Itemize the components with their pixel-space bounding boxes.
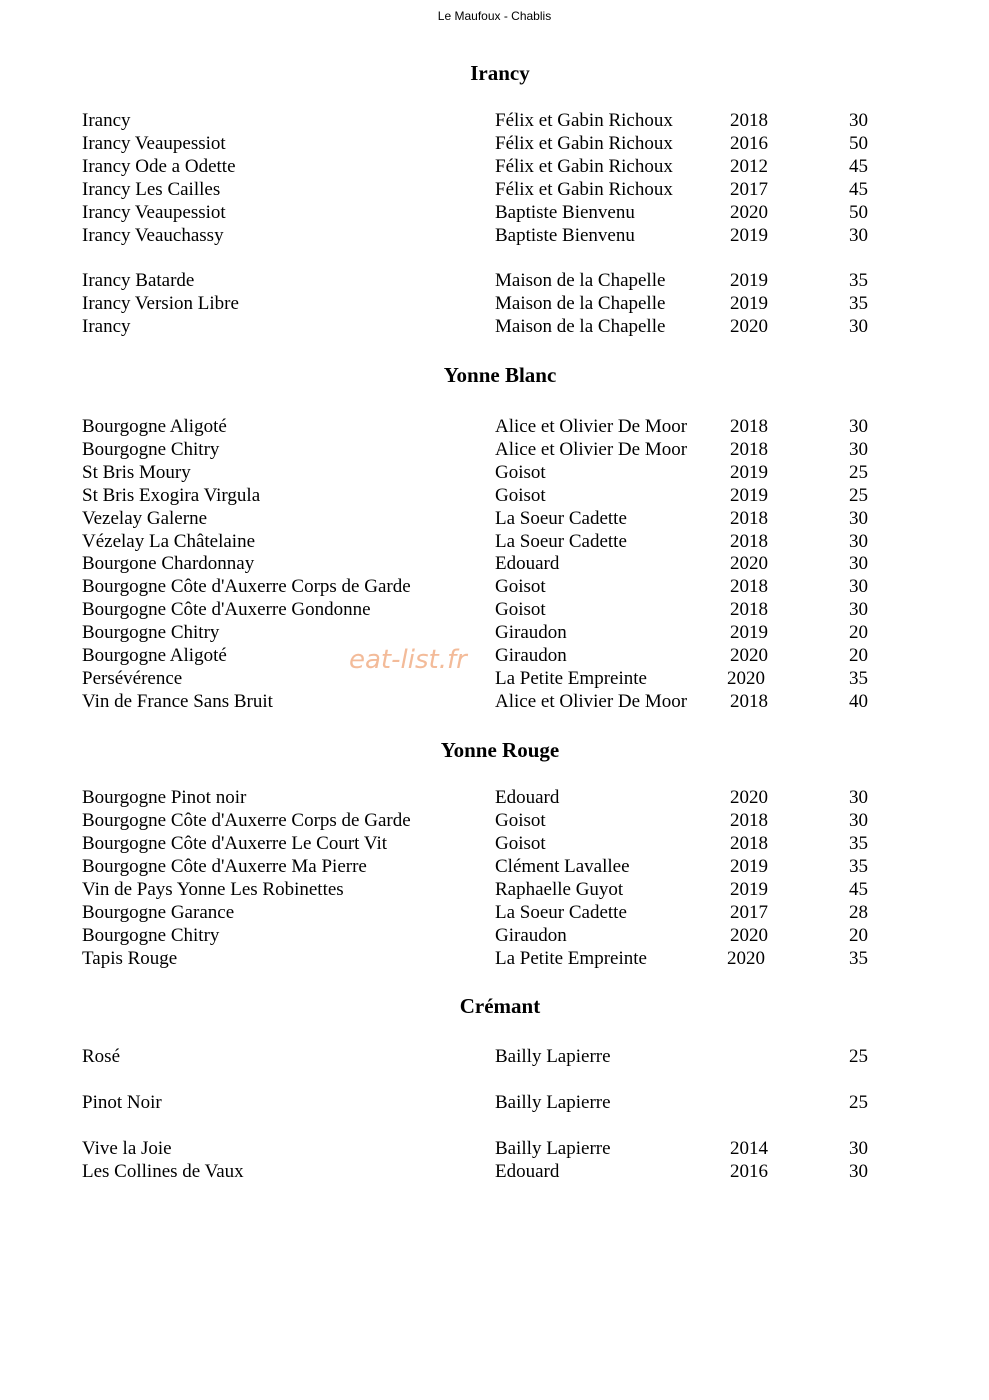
wine-row — [0, 832, 989, 855]
wine-producer: Bailly Lapierre — [495, 1092, 611, 1113]
wine-row — [0, 901, 989, 924]
wine-row — [0, 552, 989, 575]
wine-year: 2020 — [730, 925, 768, 946]
wine-name: Vézelay La Châtelaine — [82, 531, 256, 552]
wine-year: 2014 — [730, 1138, 768, 1159]
section-title-yonne-rouge: Yonne Rouge — [440, 738, 560, 762]
wine-name: Vezelay Galerne — [82, 508, 208, 529]
wine-price: 25 — [849, 485, 868, 506]
wine-price: 20 — [849, 622, 868, 643]
wine-year: 2019 — [730, 462, 768, 483]
wine-price: 30 — [849, 316, 868, 337]
wine-row — [0, 132, 989, 155]
wine-producer: Edouard — [495, 1161, 560, 1182]
wine-name: Irancy — [82, 110, 131, 131]
wine-price: 30 — [849, 1138, 868, 1159]
wine-producer: Raphaelle Guyot — [495, 879, 624, 900]
wine-producer: Giraudon — [495, 925, 567, 946]
wine-price: 45 — [849, 156, 868, 177]
wine-row — [0, 667, 989, 690]
wine-producer: Baptiste Bienvenu — [495, 225, 635, 246]
wine-price: 45 — [849, 179, 868, 200]
wine-price: 20 — [849, 645, 868, 666]
wine-price: 30 — [849, 439, 868, 460]
wine-year: 2019 — [730, 622, 768, 643]
wine-price: 50 — [849, 202, 868, 223]
wine-year: 2018 — [730, 531, 768, 552]
wine-name: Irancy Ode a Odette — [82, 156, 236, 177]
wine-year: 2020 — [730, 553, 768, 574]
wine-name: Vin de Pays Yonne Les Robinettes — [82, 879, 344, 900]
wine-price: 45 — [849, 879, 868, 900]
wine-name: Vin de France Sans Bruit — [82, 691, 273, 712]
wine-name: Irancy Version Libre — [82, 293, 239, 314]
wine-row — [0, 438, 989, 461]
wine-price: 30 — [849, 810, 868, 831]
wine-price: 35 — [849, 293, 868, 314]
wine-name: Irancy Veaupessiot — [82, 202, 226, 223]
wine-name: Bourgogne Chitry — [82, 439, 220, 460]
wine-row — [0, 507, 989, 530]
wine-producer: Clément Lavallee — [495, 856, 630, 877]
wine-row — [0, 947, 989, 970]
wine-year: 2020 — [727, 668, 765, 689]
wine-name: St Bris Moury — [82, 462, 191, 483]
wine-year: 2020 — [730, 202, 768, 223]
wine-producer: Goisot — [495, 810, 546, 831]
wine-name: Bourgogne Garance — [82, 902, 235, 923]
wine-price: 30 — [849, 110, 868, 131]
wine-producer: La Petite Empreinte — [495, 948, 647, 969]
wine-name: Bourgone Chardonnay — [82, 553, 255, 574]
wine-row — [0, 575, 989, 598]
wine-row — [0, 109, 989, 132]
wine-producer: Félix et Gabin Richoux — [495, 156, 673, 177]
wine-row — [0, 484, 989, 507]
wine-row — [0, 809, 989, 832]
wine-producer: Maison de la Chapelle — [495, 270, 666, 291]
wine-price: 25 — [849, 1092, 868, 1113]
wine-price: 35 — [849, 856, 868, 877]
wine-row — [0, 1160, 989, 1183]
section-title-cremant: Crémant — [459, 994, 541, 1018]
wine-price: 35 — [849, 668, 868, 689]
wine-row — [0, 461, 989, 484]
wine-year: 2018 — [730, 599, 768, 620]
wine-producer: La Soeur Cadette — [495, 508, 627, 529]
wine-price: 30 — [849, 787, 868, 808]
wine-name: Les Collines de Vaux — [82, 1161, 244, 1182]
wine-year: 2018 — [730, 833, 768, 854]
wine-producer: La Petite Empreinte — [495, 668, 647, 689]
wine-producer: La Soeur Cadette — [495, 531, 627, 552]
watermark: eat-list.fr — [349, 645, 467, 675]
wine-year: 2018 — [730, 416, 768, 437]
section-title-irancy: Irancy — [470, 61, 530, 85]
wine-name: Bourgogne Côte d'Auxerre Ma Pierre — [82, 856, 367, 877]
wine-row — [0, 1137, 989, 1160]
section-title-yonne-blanc: Yonne Blanc — [443, 363, 557, 387]
wine-name: Bourgogne Pinot noir — [82, 787, 247, 808]
wine-year: 2016 — [730, 133, 768, 154]
wine-producer: Alice et Olivier De Moor — [495, 439, 688, 460]
wine-price: 30 — [849, 225, 868, 246]
wine-row — [0, 155, 989, 178]
wine-row — [0, 1045, 989, 1068]
wine-name: Vive la Joie — [82, 1138, 172, 1159]
wine-row — [0, 1091, 989, 1114]
wine-name: Bourgogne Côte d'Auxerre Corps de Garde — [82, 576, 411, 597]
wine-row — [0, 178, 989, 201]
wine-year: 2019 — [730, 293, 768, 314]
wine-price: 30 — [849, 508, 868, 529]
wine-row — [0, 598, 989, 621]
wine-row — [0, 644, 989, 667]
wine-row — [0, 201, 989, 224]
wine-name: Irancy Veaupessiot — [82, 133, 226, 154]
wine-price: 30 — [849, 416, 868, 437]
wine-row — [0, 786, 989, 809]
wine-year: 2020 — [730, 787, 768, 808]
wine-year: 2020 — [727, 948, 765, 969]
wine-name: Irancy — [82, 316, 131, 337]
wine-year: 2019 — [730, 856, 768, 877]
wine-row — [0, 224, 989, 247]
wine-row — [0, 292, 989, 315]
wine-producer: Goisot — [495, 599, 546, 620]
wine-name: Bourgogne Côte d'Auxerre Corps de Garde — [82, 810, 411, 831]
wine-year: 2017 — [730, 179, 768, 200]
wine-producer: Alice et Olivier De Moor — [495, 416, 688, 437]
wine-name: Bourgogne Côte d'Auxerre Le Court Vit — [82, 833, 388, 854]
wine-producer: Edouard — [495, 553, 560, 574]
wine-row — [0, 924, 989, 947]
wine-price: 30 — [849, 531, 868, 552]
wine-year: 2017 — [730, 902, 768, 923]
wine-year: 2018 — [730, 439, 768, 460]
wine-producer: Maison de la Chapelle — [495, 293, 666, 314]
wine-row — [0, 855, 989, 878]
wine-price: 35 — [849, 833, 868, 854]
wine-name: Bourgogne Chitry — [82, 622, 220, 643]
wine-name: St Bris Exogira Virgula — [82, 485, 261, 506]
wine-producer: Alice et Olivier De Moor — [495, 691, 688, 712]
wine-row — [0, 415, 989, 438]
wine-year: 2019 — [730, 225, 768, 246]
wine-name: Irancy Batarde — [82, 270, 195, 291]
wine-price: 20 — [849, 925, 868, 946]
wine-price: 30 — [849, 553, 868, 574]
wine-producer: Goisot — [495, 485, 546, 506]
wine-price: 25 — [849, 462, 868, 483]
wine-year: 2019 — [730, 270, 768, 291]
wine-year: 2012 — [730, 156, 768, 177]
wine-year: 2016 — [730, 1161, 768, 1182]
wine-name: Bourgogne Aligoté — [82, 645, 227, 666]
wine-name: Irancy Les Cailles — [82, 179, 221, 200]
wine-producer: Giraudon — [495, 622, 567, 643]
wine-price: 28 — [849, 902, 868, 923]
wine-year: 2018 — [730, 576, 768, 597]
wine-name: Persévérence — [82, 668, 183, 689]
wine-row — [0, 530, 989, 553]
wine-price: 35 — [849, 948, 868, 969]
wine-row — [0, 690, 989, 713]
wine-price: 30 — [849, 576, 868, 597]
wine-producer: Maison de la Chapelle — [495, 316, 666, 337]
wine-producer: Félix et Gabin Richoux — [495, 179, 673, 200]
wine-producer: Félix et Gabin Richoux — [495, 133, 673, 154]
wine-producer: Goisot — [495, 462, 546, 483]
wine-row — [0, 315, 989, 338]
wine-year: 2020 — [730, 645, 768, 666]
wine-year: 2018 — [730, 508, 768, 529]
wine-producer: Edouard — [495, 787, 560, 808]
wine-producer: Félix et Gabin Richoux — [495, 110, 673, 131]
wine-price: 30 — [849, 599, 868, 620]
wine-name: Rosé — [82, 1046, 120, 1067]
wine-producer: La Soeur Cadette — [495, 902, 627, 923]
wine-year: 2018 — [730, 691, 768, 712]
wine-row — [0, 269, 989, 292]
wine-producer: Goisot — [495, 576, 546, 597]
wine-name: Irancy Veauchassy — [82, 225, 224, 246]
wine-year: 2018 — [730, 810, 768, 831]
wine-name: Tapis Rouge — [82, 948, 178, 969]
wine-row — [0, 878, 989, 901]
wine-price: 40 — [849, 691, 868, 712]
wine-producer: Baptiste Bienvenu — [495, 202, 635, 223]
wine-price: 25 — [849, 1046, 868, 1067]
wine-price: 35 — [849, 270, 868, 291]
wine-row — [0, 621, 989, 644]
wine-producer: Giraudon — [495, 645, 567, 666]
wine-price: 50 — [849, 133, 868, 154]
wine-name: Pinot Noir — [82, 1092, 162, 1113]
wine-year: 2019 — [730, 879, 768, 900]
wine-producer: Goisot — [495, 833, 546, 854]
wine-name: Bourgogne Chitry — [82, 925, 220, 946]
wine-producer: Bailly Lapierre — [495, 1046, 611, 1067]
wine-price: 30 — [849, 1161, 868, 1182]
wine-year: 2020 — [730, 316, 768, 337]
wine-year: 2019 — [730, 485, 768, 506]
wine-year: 2018 — [730, 110, 768, 131]
wine-producer: Bailly Lapierre — [495, 1138, 611, 1159]
page-header-title: Le Maufoux - Chablis — [437, 9, 552, 23]
wine-name: Bourgogne Aligoté — [82, 416, 227, 437]
wine-name: Bourgogne Côte d'Auxerre Gondonne — [82, 599, 371, 620]
